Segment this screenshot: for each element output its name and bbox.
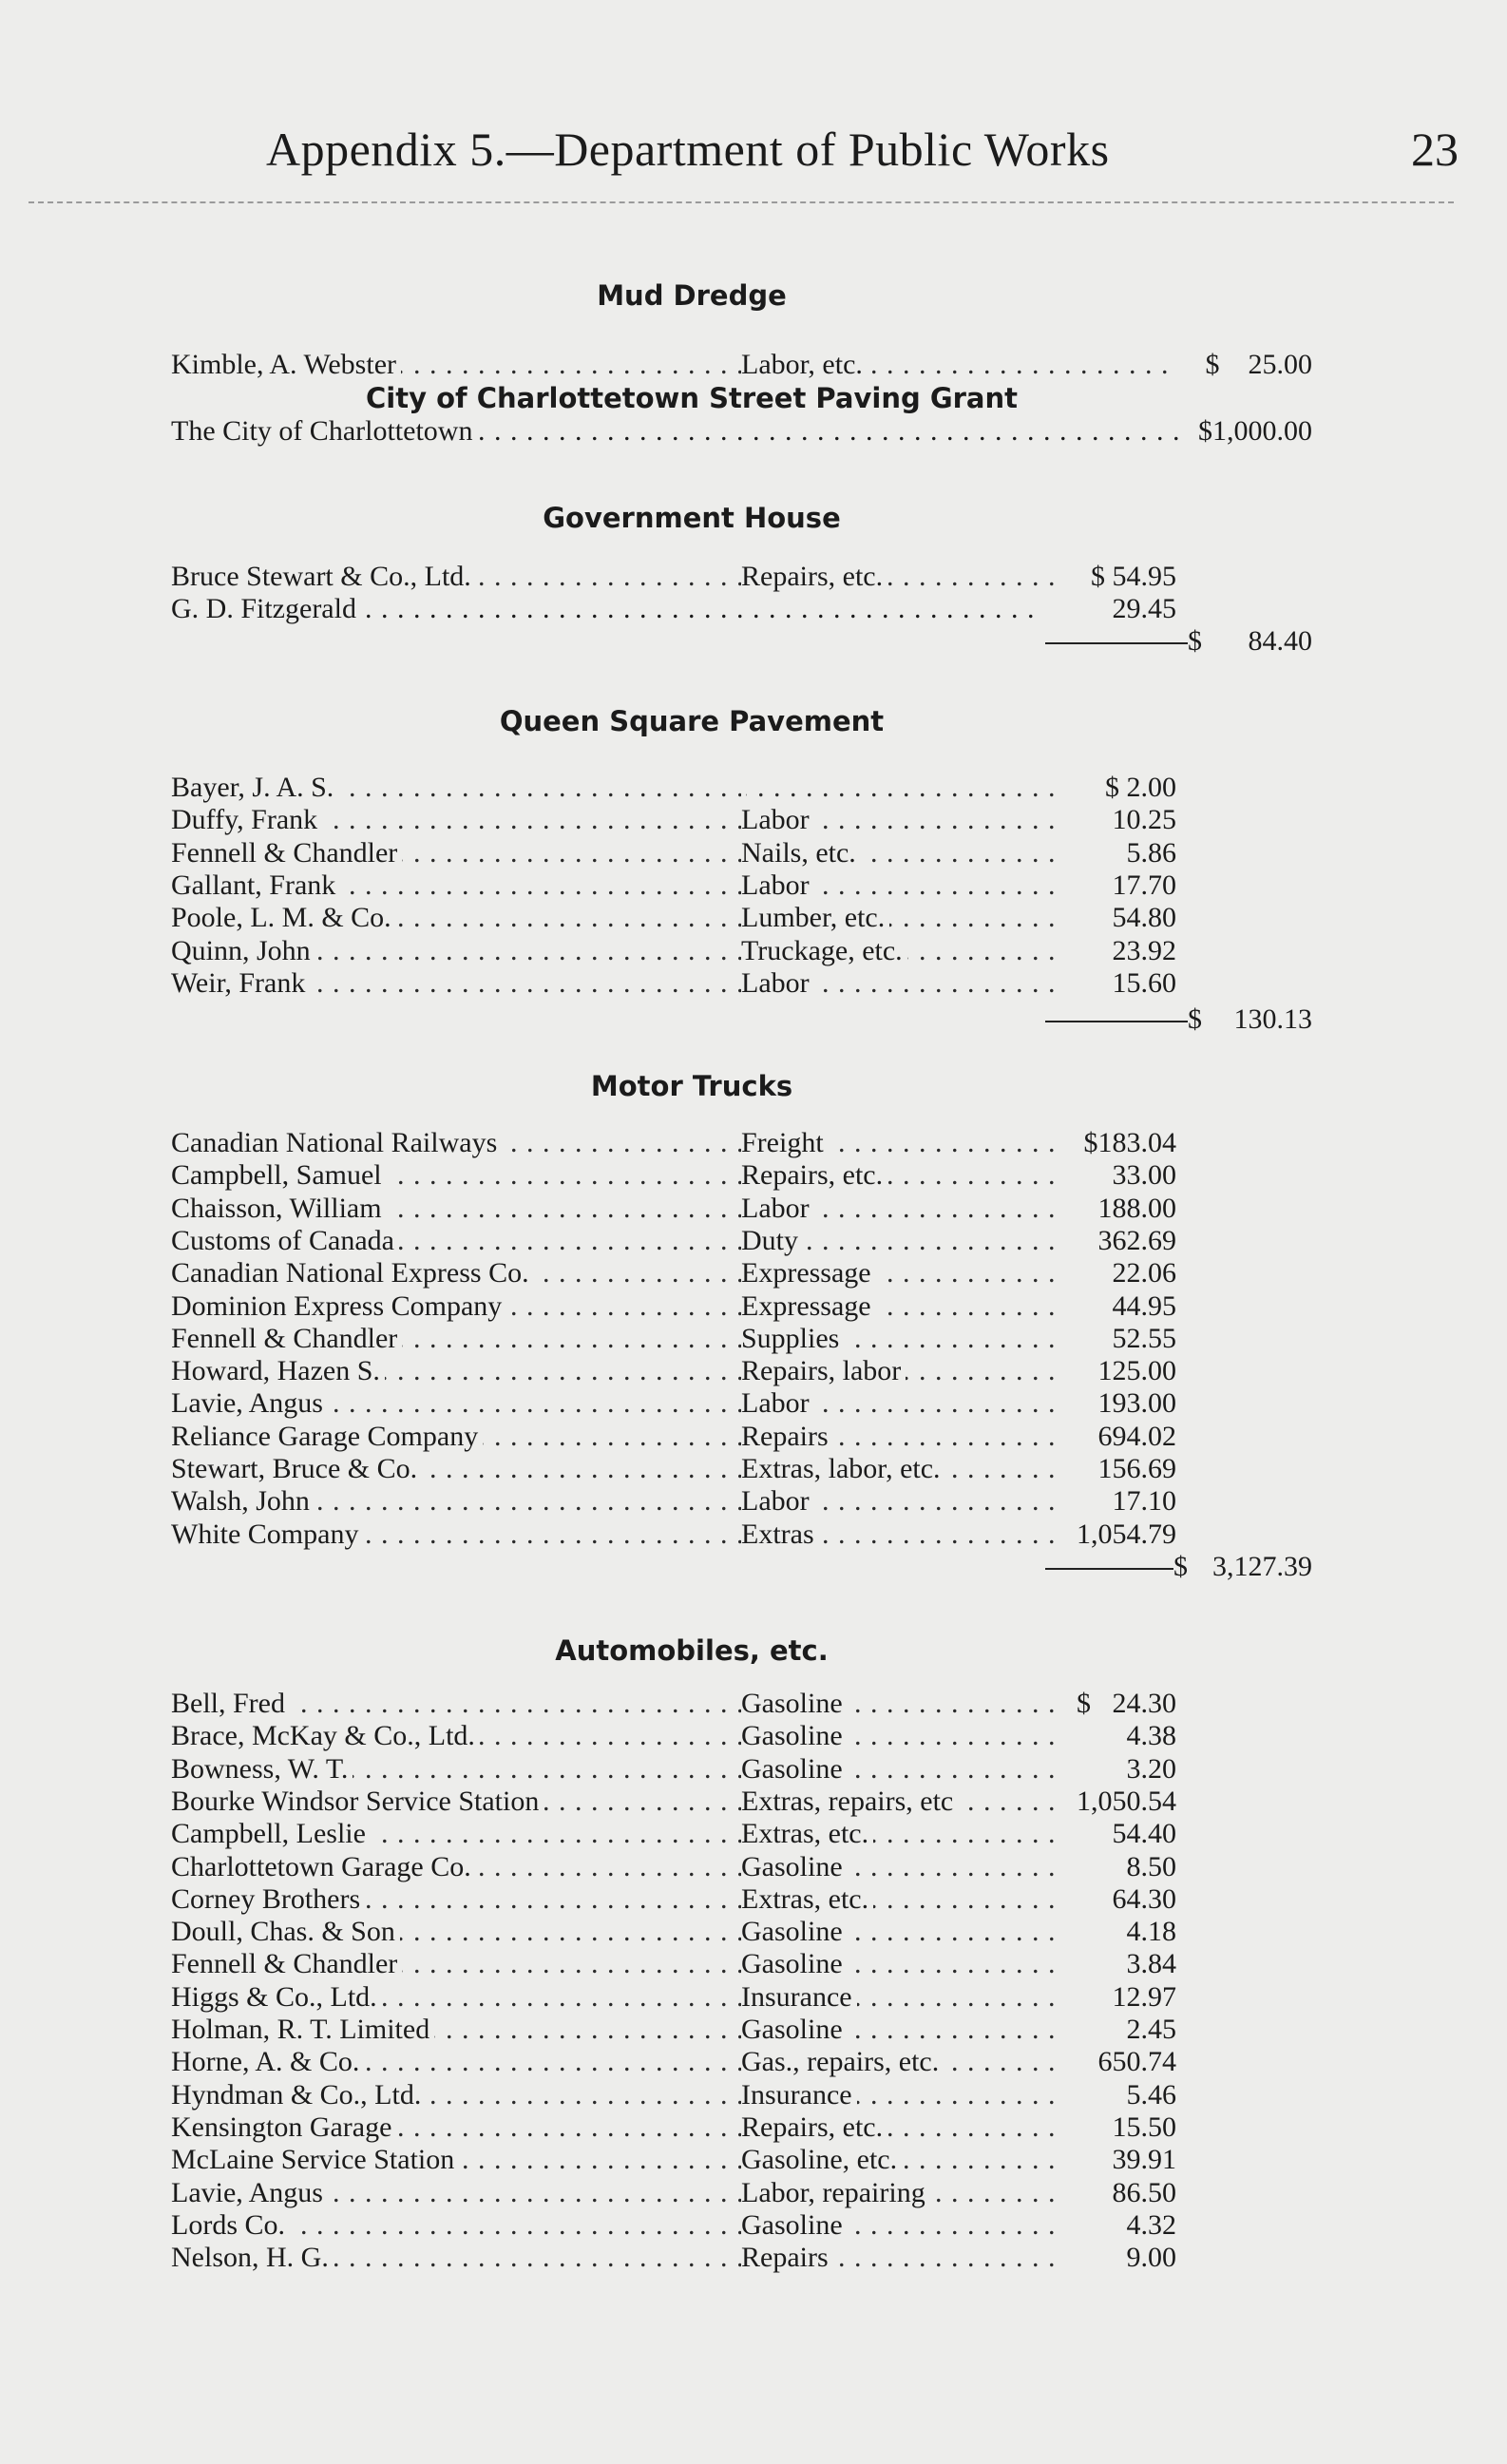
item-description: Nails, etc. . . . [741, 837, 1055, 869]
amount: $ 2.00 [1105, 772, 1176, 803]
item-description: Extras, labor, etc. . . . [741, 1453, 1055, 1485]
payee-name: Lavie, Angus . . . [171, 1387, 741, 1420]
amount: 9.00 [1126, 2242, 1176, 2274]
ledger-row [0, 2242, 1507, 2274]
amount: 2.45 [1126, 2014, 1176, 2045]
ledger-row [0, 2014, 1507, 2046]
ledger-row [0, 1753, 1507, 1786]
payee-name: Walsh, John . . . [171, 1485, 741, 1518]
item-description: Gasoline . . . [741, 2014, 1055, 2046]
item-description: Extras . . . [741, 1519, 1055, 1551]
ledger-row [0, 1981, 1507, 2014]
item-description: Repairs . . . [741, 1421, 1055, 1453]
ledger-row [0, 2209, 1507, 2242]
ledger-row [0, 967, 1507, 1000]
amount: 5.86 [1126, 836, 1176, 869]
amount: $183.04 [1083, 1127, 1176, 1158]
item-description: Expressage . . . [741, 1257, 1055, 1289]
item-description: Freight . . . [741, 1127, 1055, 1159]
payee-name: G. D. Fitzgerald . . . [171, 593, 1045, 625]
ledger-row [0, 1818, 1507, 1850]
item-description: Duty . . . [741, 1225, 1055, 1257]
item-description: Gasoline . . . [741, 1753, 1055, 1786]
item-description: Labor . . . [741, 804, 1055, 836]
ledger-row [0, 869, 1507, 902]
ledger-row [0, 804, 1507, 836]
payee-name: Duffy, Frank . . . [171, 804, 741, 836]
section-total: $1,000.00 [1198, 415, 1312, 447]
amount: 22.06 [1112, 1257, 1176, 1289]
total-row [0, 1551, 1507, 1583]
amount: 33.00 [1112, 1159, 1176, 1192]
item-description: Repairs . . . [741, 2242, 1055, 2274]
payee-name: Canadian National Express Co. . . . [171, 1257, 741, 1289]
payee-name: White Company . . . [171, 1519, 741, 1551]
payee-name: Howard, Hazen S. . . . [171, 1355, 741, 1387]
payee-name: Bourke Windsor Service Station . . . [171, 1786, 741, 1818]
payee-name: Kensington Garage . . . [171, 2111, 741, 2144]
item-description [741, 772, 1055, 804]
ledger-row [0, 1883, 1507, 1916]
ledger-row [0, 1485, 1507, 1518]
ledger-row [0, 1257, 1507, 1289]
amount: 8.50 [1126, 1850, 1176, 1882]
ledger-row [0, 902, 1507, 934]
payee-name: Dominion Express Company . . . [171, 1290, 741, 1323]
total-row [0, 625, 1507, 658]
amount: 4.18 [1126, 1916, 1176, 1948]
item-description: Gasoline . . . [741, 1948, 1055, 1980]
ledger-row [0, 593, 1507, 625]
header-rule [29, 201, 1454, 203]
amount: 15.60 [1112, 966, 1176, 999]
ledger-row [0, 1225, 1507, 1257]
item-description: Gas., repairs, etc. . . . [741, 2046, 1055, 2078]
ledger-row [0, 1916, 1507, 1948]
ledger-row [0, 1421, 1507, 1453]
payee-name: The City of Charlottetown . . . [171, 415, 1178, 448]
amount: 17.10 [1112, 1485, 1176, 1518]
ledger-row [0, 1127, 1507, 1159]
payee-name: Brace, McKay & Co., Ltd. . . . [171, 1720, 741, 1752]
amount: 4.32 [1126, 2208, 1176, 2241]
amount: $ 54.95 [1091, 561, 1176, 592]
ledger-row [0, 837, 1507, 869]
amount: 156.69 [1097, 1453, 1176, 1484]
item-description: Gasoline . . . [741, 1688, 1055, 1720]
payee-name: Lords Co. . . . [171, 2209, 741, 2242]
amount: 10.25 [1112, 804, 1176, 836]
amount: 54.80 [1112, 902, 1176, 934]
section-heading-motor-trucks: Motor Trucks [590, 1070, 793, 1102]
ledger-row [0, 1453, 1507, 1485]
item-description: Repairs, etc. . . . [741, 561, 1064, 593]
total-dollar-sign: $ [1188, 1003, 1202, 1035]
payee-name: Customs of Canada . . . [171, 1225, 741, 1257]
payee-name: Weir, Frank . . . [171, 967, 741, 1000]
amount: 694.02 [1097, 1420, 1176, 1452]
amount: 23.92 [1112, 934, 1176, 966]
ledger-row [0, 1387, 1507, 1420]
ledger-row [0, 1323, 1507, 1355]
payee-name: Reliance Garage Company . . . [171, 1421, 741, 1453]
ledger-row [0, 2144, 1507, 2176]
payee-name: Quinn, John . . . [171, 935, 741, 967]
section-heading-street-paving: City of Charlottetown Street Paving Grant [365, 382, 1019, 414]
amount: 86.50 [1112, 2176, 1176, 2208]
ledger-row [0, 2177, 1507, 2209]
payee-name: Bruce Stewart & Co., Ltd. . . . [171, 561, 741, 593]
item-description: Lumber, etc. . . . [741, 902, 1055, 934]
amount: 29.45 [1112, 593, 1176, 624]
payee-name: Bell, Fred . . . [171, 1688, 741, 1720]
page-number: 23 [1411, 123, 1459, 176]
ledger-row [0, 935, 1507, 967]
total-dollar-sign: $ [1173, 1551, 1188, 1582]
item-description: Truckage, etc. . . . [741, 935, 1055, 967]
ledger-row [0, 415, 1507, 448]
section-total: 3,127.39 [1212, 1551, 1312, 1582]
item-description: Gasoline . . . [741, 2209, 1055, 2242]
payee-name: Stewart, Bruce & Co. . . . [171, 1453, 741, 1485]
payee-name: Higgs & Co., Ltd. . . . [171, 1981, 741, 2014]
payee-name: Fennell & Chandler . . . [171, 1323, 741, 1355]
section-heading-automobiles: Automobiles, etc. [555, 1634, 829, 1667]
amount: 44.95 [1112, 1289, 1176, 1322]
amount: 188.00 [1097, 1192, 1176, 1224]
item-description: Insurance . . . [741, 1981, 1055, 2014]
amount: 12.97 [1112, 1980, 1176, 2013]
payee-name: Charlottetown Garage Co. . . . [171, 1851, 741, 1883]
ledger-row [0, 1193, 1507, 1225]
payee-name: Horne, A. & Co. . . . [171, 2046, 741, 2078]
item-description: Labor . . . [741, 967, 1055, 1000]
payee-name: McLaine Service Station . . . [171, 2144, 741, 2176]
ledger-row [0, 349, 1507, 381]
item-description: Labor . . . [741, 1387, 1055, 1420]
ledger-row [0, 1786, 1507, 1818]
section-heading-mud-dredge: Mud Dredge [597, 279, 787, 312]
ledger-row [0, 2046, 1507, 2078]
ledger-row [0, 1720, 1507, 1752]
amount: 650.74 [1097, 2046, 1176, 2078]
item-description: Gasoline . . . [741, 1916, 1055, 1948]
item-description: Expressage . . . [741, 1290, 1055, 1323]
ledger-row [0, 561, 1507, 593]
payee-name: Holman, R. T. Limited . . . [171, 2014, 741, 2046]
item-description: Repairs, labor . . . [741, 1355, 1055, 1387]
amount: 193.00 [1097, 1387, 1176, 1420]
payee-name: Campbell, Samuel . . . [171, 1159, 741, 1192]
item-description: Labor, etc. . . . [741, 349, 1178, 381]
ledger-row [0, 1159, 1507, 1192]
item-description: Extras, repairs, etc . . . [741, 1786, 1055, 1818]
amount: 5.46 [1126, 2078, 1176, 2111]
item-description: Extras, etc. . . . [741, 1883, 1055, 1916]
item-description: Gasoline . . . [741, 1720, 1055, 1752]
section-total: $ 25.00 [1205, 349, 1312, 380]
amount: 1,054.79 [1077, 1518, 1176, 1550]
amount: 17.70 [1112, 869, 1176, 901]
payee-name: Gallant, Frank . . . [171, 869, 741, 902]
ledger-row [0, 1355, 1507, 1387]
amount: 15.50 [1112, 2111, 1176, 2143]
item-description: Gasoline, etc. . . . [741, 2144, 1055, 2176]
payee-name: Fennell & Chandler . . . [171, 837, 741, 869]
payee-name: Bayer, J. A. S. . . . [171, 772, 741, 804]
payee-name: Campbell, Leslie . . . [171, 1818, 741, 1850]
payee-name: Hyndman & Co., Ltd. . . . [171, 2079, 741, 2111]
item-description: Repairs, etc. . . . [741, 2111, 1055, 2144]
amount: 3.84 [1126, 1948, 1176, 1980]
item-description: Labor, repairing . . . [741, 2177, 1055, 2209]
payee-name: Lavie, Angus . . . [171, 2177, 741, 2209]
payee-name: Nelson, H. G. . . . [171, 2242, 741, 2274]
ledger-row [0, 1519, 1507, 1551]
amount: $ 24.30 [1077, 1688, 1176, 1719]
item-description: Labor . . . [741, 1193, 1055, 1225]
section-heading-government-house: Government House [543, 502, 841, 534]
amount: 4.38 [1126, 1720, 1176, 1752]
amount: 54.40 [1112, 1818, 1176, 1850]
item-description: Supplies . . . [741, 1323, 1055, 1355]
amount: 125.00 [1097, 1355, 1176, 1387]
total-dollar-sign: $ [1188, 625, 1202, 657]
item-description: Gasoline . . . [741, 1851, 1055, 1883]
ledger-row [0, 1948, 1507, 1980]
payee-name: Bowness, W. T. . . . [171, 1753, 741, 1786]
ledger-row [0, 2111, 1507, 2144]
total-row [0, 1003, 1507, 1036]
page-title: Appendix 5.—Department of Public Works [266, 123, 1110, 176]
section-total: 130.13 [1233, 1003, 1312, 1035]
amount: 3.20 [1126, 1752, 1176, 1785]
ledger-row [0, 1851, 1507, 1883]
payee-name: Canadian National Railways . . . [171, 1127, 741, 1159]
amount: 362.69 [1097, 1224, 1176, 1256]
payee-name: Chaisson, William . . . [171, 1193, 741, 1225]
section-heading-queen-square: Queen Square Pavement [499, 705, 885, 737]
amount: 64.30 [1112, 1882, 1176, 1915]
item-description: Repairs, etc. . . . [741, 1159, 1055, 1192]
section-total: 84.40 [1248, 625, 1312, 657]
payee-name: Doull, Chas. & Son . . . [171, 1916, 741, 1948]
ledger-row [0, 1290, 1507, 1323]
payee-name: Kimble, A. Webster . . . [171, 349, 741, 381]
payee-name: Poole, L. M. & Co. . . . [171, 902, 741, 934]
item-description: Labor . . . [741, 869, 1055, 902]
item-description: Insurance . . . [741, 2079, 1055, 2111]
item-description: Labor . . . [741, 1485, 1055, 1518]
payee-name: Fennell & Chandler . . . [171, 1948, 741, 1980]
payee-name: Corney Brothers . . . [171, 1883, 741, 1916]
amount: 1,050.54 [1077, 1785, 1176, 1817]
ledger-row [0, 772, 1507, 804]
ledger-row [0, 2079, 1507, 2111]
amount: 39.91 [1112, 2144, 1176, 2176]
ledger-row [0, 1688, 1507, 1720]
amount: 52.55 [1112, 1322, 1176, 1354]
item-description: Extras, etc. . . . [741, 1818, 1055, 1850]
